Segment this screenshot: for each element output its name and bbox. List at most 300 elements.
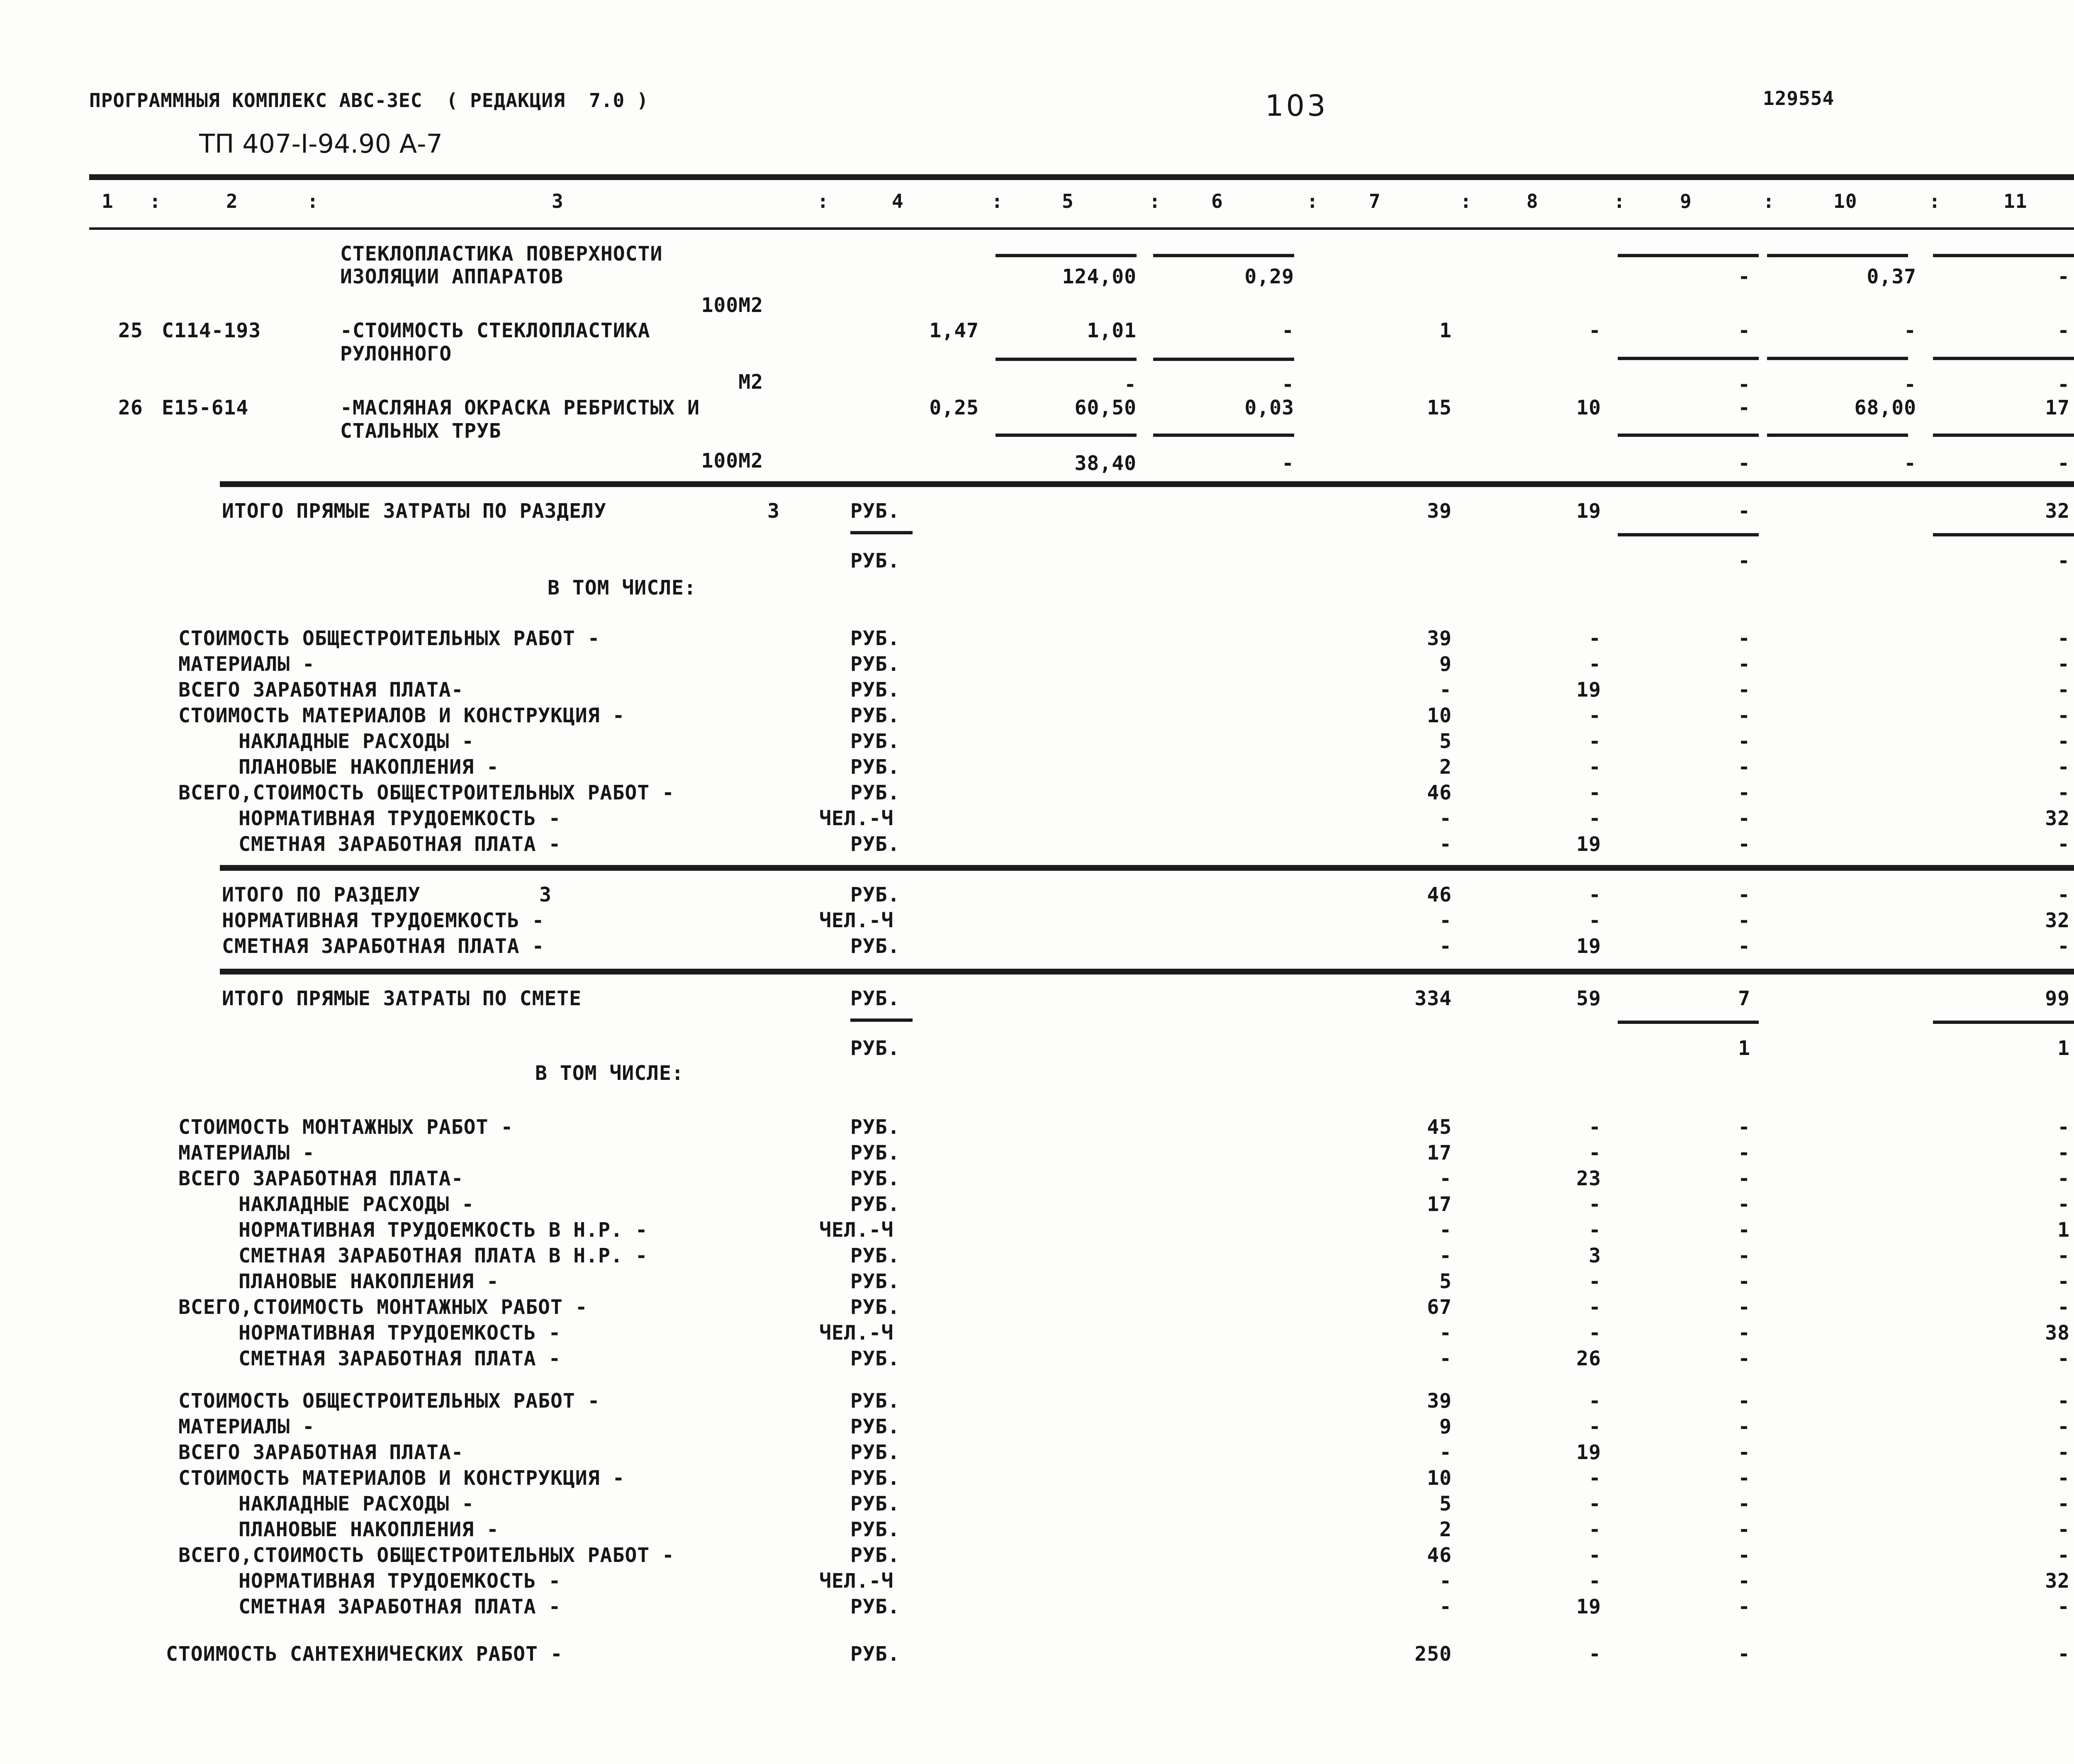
block2-unit: РУБ. [850,1193,900,1216]
block1-c7: 5 [1439,730,1452,753]
block3-c8: - [1589,1492,1601,1515]
block2-unit: РУБ. [850,1270,900,1293]
section-total-c11: 32 [2045,499,2070,523]
block2-unit: РУБ. [850,1116,900,1139]
block1-c7: 46 [1427,781,1452,804]
item-cell-c9: - [1738,396,1750,419]
block1-c7: 9 [1439,653,1452,676]
column-header-6: 6 [1211,190,1223,212]
block3-c11: - [2057,1595,2070,1618]
block3-unit: РУБ. [850,1518,900,1541]
block2-unit: РУБ. [850,1167,900,1190]
block1-c7: 2 [1439,755,1452,779]
item-cell-c11: - [2057,319,2070,342]
price-underline [1618,254,1759,257]
block2-c7: - [1439,1218,1452,1242]
block2-c11: 1 [2057,1218,2070,1242]
block1-unit: РУБ. [850,755,900,779]
block3-c9: - [1738,1441,1750,1464]
block2-c9: - [1738,1218,1750,1242]
price-underline [996,358,1137,361]
item-cell-c11: - [2057,452,2070,475]
total-underline [1618,533,1759,536]
column-separator: : [307,190,319,212]
item-cell-c11: 17 [2045,396,2070,419]
item-cell-c6: - [1282,452,1294,475]
item-cell-c10: - [1904,452,1916,475]
block3-c9: - [1738,1492,1750,1515]
price-underline [1767,357,1908,360]
block3-unit: ЧЕЛ.-Ч [819,1569,894,1593]
item-cell-c10: - [1904,319,1916,342]
block2-c9: - [1738,1193,1750,1216]
section-summary-number: 3 [539,883,552,906]
block3-unit: РУБ. [850,1492,900,1515]
price-underline [996,434,1137,437]
section-total-number: 3 [767,499,780,523]
block1-c9: - [1738,781,1750,804]
section-total-c9-2: - [1738,549,1750,573]
item-cell-c6: 0,03 [1244,396,1294,419]
block1-c7: 39 [1427,627,1452,650]
block2-c8: - [1589,1141,1601,1165]
price-underline [1153,434,1294,437]
total-underline [1933,1021,2074,1024]
price-underline [1767,434,1908,437]
block1-c9: - [1738,730,1750,753]
item-cell-c9: - [1738,452,1750,475]
block3-c8: - [1589,1415,1601,1438]
document-code: 129554 [1763,87,1835,110]
block2-c8: - [1589,1116,1601,1139]
section-total-c7: 39 [1427,499,1452,523]
block3-c9: - [1738,1389,1750,1413]
block2-c8: 23 [1576,1167,1601,1190]
block3-c8: - [1589,1544,1601,1567]
column-separator: : [817,190,829,212]
price-underline [1767,254,1908,257]
block3-label: СТОИМОСТЬ ОБЩЕСТРОИТЕЛЬНЫХ РАБОТ - [178,1389,600,1413]
estimate-rule [220,969,2074,975]
block2-label: МАТЕРИАЛЫ - [178,1141,315,1165]
item-number: 26 [118,396,143,419]
block1-label: НАКЛАДНЫЕ РАСХОДЫ - [239,730,475,753]
block3-c7: - [1439,1569,1452,1593]
block2-c9: - [1738,1167,1750,1190]
block3-c7: 9 [1439,1415,1452,1438]
column-header-1: 1 [102,190,114,212]
item-cell-c5: - [1124,373,1137,396]
price-underline [1153,358,1294,361]
item-description: СТЕКЛОПЛАСТИКА ПОВЕРХНОСТИ [340,242,663,266]
column-separator: : [1763,190,1775,212]
item-cell-c9: - [1738,373,1750,396]
price-underline [1153,254,1294,257]
price-underline [996,254,1137,257]
block1-unit: РУБ. [850,678,900,702]
block1-c9: - [1738,678,1750,702]
block1-c8: - [1589,781,1601,804]
column-separator: : [1149,190,1161,212]
final-line-c11: - [2057,1642,2070,1666]
block2-c8: - [1589,1193,1601,1216]
block2-c7: 67 [1427,1296,1452,1319]
item-description: СТАЛЬНЫХ ТРУБ [340,419,501,443]
block3-c11: - [2057,1415,2070,1438]
item-cell-c4: 1,47 [929,319,979,342]
block2-c11: 38 [2045,1321,2070,1345]
block1-unit: РУБ. [850,653,900,676]
block1-c11: - [2057,781,2070,804]
block3-label: ПЛАНОВЫЕ НАКОПЛЕНИЯ - [239,1518,499,1541]
block3-c11: - [2057,1441,2070,1464]
header-bottom-rule [89,227,2074,230]
block3-c8: 19 [1576,1441,1601,1464]
block2-label: НОРМАТИВНАЯ ТРУДОЕМКОСТЬ - [239,1321,561,1345]
block1-c8: 19 [1576,678,1601,702]
final-line-label: СТОИМОСТЬ САНТЕХНИЧЕСКИХ РАБОТ - [166,1642,563,1666]
block2-c9: - [1738,1321,1750,1345]
block1-label: СТОИМОСТЬ МАТЕРИАЛОВ И КОНСТРУКЦИЯ - [178,704,625,727]
item-cell-c6: - [1282,373,1294,396]
section-summary-c9: - [1738,883,1750,906]
item-code: Е15-614 [162,396,249,419]
price-underline [1933,357,2074,360]
block1-label: МАТЕРИАЛЫ - [178,653,315,676]
section-summary-c7: 46 [1427,883,1452,906]
section-total-c8: 19 [1576,499,1601,523]
block2-label: НАКЛАДНЫЕ РАСХОДЫ - [239,1193,475,1216]
block2-c11: - [2057,1141,2070,1165]
block3-c7: 5 [1439,1492,1452,1515]
section-summary-c7: - [1439,935,1452,958]
block3-c9: - [1738,1518,1750,1541]
block1-label: СМЕТНАЯ ЗАРАБОТНАЯ ПЛАТА - [239,833,561,856]
block2-c9: - [1738,1116,1750,1139]
block3-c11: - [2057,1492,2070,1515]
block3-unit: РУБ. [850,1389,900,1413]
block2-c11: - [2057,1116,2070,1139]
block1-unit: РУБ. [850,730,900,753]
block3-unit: РУБ. [850,1467,900,1490]
block1-c9: - [1738,755,1750,779]
block3-c8: 19 [1576,1595,1601,1618]
block2-label: ВСЕГО,СТОИМОСТЬ МОНТАЖНЫХ РАБОТ - [178,1296,588,1319]
page-number: 103 [1265,89,1328,123]
column-header-2: 2 [226,190,238,212]
block2-c8: - [1589,1296,1601,1319]
block1-c9: - [1738,807,1750,830]
item-cell-c11: - [2057,265,2070,288]
block3-label: СТОИМОСТЬ МАТЕРИАЛОВ И КОНСТРУКЦИЯ - [178,1467,625,1490]
column-header-8: 8 [1526,190,1538,212]
block2-c8: - [1589,1270,1601,1293]
block1-c9: - [1738,833,1750,856]
block1-unit: РУБ. [850,627,900,650]
final-line-c9: - [1738,1642,1750,1666]
block1-unit: РУБ. [850,781,900,804]
price-underline [1933,254,2074,257]
block3-c7: 39 [1427,1389,1452,1413]
estimate-total-c9: 7 [1738,987,1750,1010]
block1-c8: - [1589,730,1601,753]
section-rule [220,481,2074,487]
block2-label: ВСЕГО ЗАРАБОТНАЯ ПЛАТА- [178,1167,464,1190]
block3-c11: - [2057,1544,2070,1567]
block3-c7: 46 [1427,1544,1452,1567]
block1-c7: - [1439,678,1452,702]
block2-label: ПЛАНОВЫЕ НАКОПЛЕНИЯ - [239,1270,499,1293]
block1-c11: 32 [2045,807,2070,830]
column-header-4: 4 [892,190,904,212]
block2-c8: - [1589,1321,1601,1345]
block1-c8: 19 [1576,833,1601,856]
column-separator: : [1460,190,1472,212]
block2-c7: - [1439,1167,1452,1190]
block2-c9: - [1738,1244,1750,1267]
section-summary-c9: - [1738,935,1750,958]
block1-label: ПЛАНОВЫЕ НАКОПЛЕНИЯ - [239,755,499,779]
item-code: С114-193 [162,319,261,342]
block2-label: НОРМАТИВНАЯ ТРУДОЕМКОСТЬ В Н.Р. - [239,1218,648,1242]
block3-label: ВСЕГО,СТОИМОСТЬ ОБЩЕСТРОИТЕЛЬНЫХ РАБОТ - [178,1544,674,1567]
estimate-total-unit-2: РУБ. [850,1037,900,1060]
block1-unit: РУБ. [850,833,900,856]
block2-unit: ЧЕЛ.-Ч [819,1218,894,1242]
block2-c11: - [2057,1244,2070,1267]
block3-label: ВСЕГО ЗАРАБОТНАЯ ПЛАТА- [178,1441,464,1464]
column-header-9: 9 [1680,190,1692,212]
estimate-total-c11: 99 [2045,987,2070,1010]
column-separator: : [991,190,1003,212]
section-total-c9: - [1738,499,1750,523]
block3-label: СМЕТНАЯ ЗАРАБОТНАЯ ПЛАТА - [239,1595,561,1618]
item-cell-c5: 38,40 [1074,452,1137,475]
block2-c8: 3 [1589,1244,1601,1267]
column-header-10: 10 [1833,190,1857,212]
item-cell-c10: 0,37 [1867,265,1916,288]
block3-c8: - [1589,1569,1601,1593]
block1-c11: - [2057,833,2070,856]
section-summary-label: ИТОГО ПО РАЗДЕЛУ [222,883,421,906]
block1-label: СТОИМОСТЬ ОБЩЕСТРОИТЕЛЬНЫХ РАБОТ - [178,627,600,650]
block2-label: СМЕТНАЯ ЗАРАБОТНАЯ ПЛАТА В Н.Р. - [239,1244,648,1267]
block2-c8: - [1589,1218,1601,1242]
block3-c7: 10 [1427,1467,1452,1490]
block2-c7: - [1439,1347,1452,1370]
block3-unit: РУБ. [850,1544,900,1567]
block3-c7: - [1439,1595,1452,1618]
block2-c7: 5 [1439,1270,1452,1293]
block1-c11: - [2057,704,2070,727]
estimate-total-c7: 334 [1414,987,1452,1010]
total-underline [1933,533,2074,536]
block2-c11: - [2057,1270,2070,1293]
unit-underline [850,531,913,534]
column-separator: : [149,190,161,212]
block1-c9: - [1738,653,1750,676]
block2-unit: РУБ. [850,1296,900,1319]
block1-c7: - [1439,833,1452,856]
item-cell-c8: - [1589,319,1601,342]
including-heading: В ТОМ ЧИСЛЕ: [548,576,696,599]
final-line-unit: РУБ. [850,1642,900,1666]
block1-c11: - [2057,653,2070,676]
block1-label: ВСЕГО,СТОИМОСТЬ ОБЩЕСТРОИТЕЛЬНЫХ РАБОТ - [178,781,674,804]
block2-unit: РУБ. [850,1141,900,1165]
block1-c11: - [2057,678,2070,702]
block3-c9: - [1738,1544,1750,1567]
block3-c11: 32 [2045,1569,2070,1593]
section-summary-c8: - [1589,909,1601,932]
block3-label: МАТЕРИАЛЫ - [178,1415,315,1438]
block2-unit: РУБ. [850,1347,900,1370]
block1-c7: 10 [1427,704,1452,727]
block1-c9: - [1738,704,1750,727]
block2-c11: - [2057,1167,2070,1190]
section-summary-c8: - [1589,883,1601,906]
block3-unit: РУБ. [850,1415,900,1438]
section-summary-c9: - [1738,909,1750,932]
block2-c11: - [2057,1347,2070,1370]
block3-c9: - [1738,1415,1750,1438]
block1-unit: РУБ. [850,704,900,727]
section-rule [220,865,2074,871]
project-code: ТП 407-I-94.90 А-7 [199,129,443,159]
estimate-total-c9-2: 1 [1738,1037,1750,1060]
program-title: ПРОГРАММНЫЯ КОМПЛЕКС АВС-3ЕС ( РЕДАКЦИЯ 7.0 ) [89,89,649,112]
block1-label: ВСЕГО ЗАРАБОТНАЯ ПЛАТА- [178,678,464,702]
block3-label: НАКЛАДНЫЕ РАСХОДЫ - [239,1492,475,1515]
section-summary-unit: ЧЕЛ.-Ч [819,909,894,932]
block1-c8: - [1589,755,1601,779]
estimate-total-c11-2: 1 [2057,1037,2070,1060]
item-cell-c8: 10 [1576,396,1601,419]
block1-c7: - [1439,807,1452,830]
item-description: РУЛОННОГО [340,342,452,365]
final-line-c7: 250 [1414,1642,1452,1666]
block1-label: НОРМАТИВНАЯ ТРУДОЕМКОСТЬ - [239,807,561,830]
block2-label: СТОИМОСТЬ МОНТАЖНЫХ РАБОТ - [178,1116,514,1139]
including-heading: В ТОМ ЧИСЛЕ: [535,1062,684,1085]
block3-c8: - [1589,1518,1601,1541]
column-separator: : [1929,190,1941,212]
block3-unit: РУБ. [850,1595,900,1618]
total-underline [1618,1021,1759,1024]
block1-c8: - [1589,704,1601,727]
item-description: -СТОИМОСТЬ СТЕКЛОПЛАСТИКА [340,319,650,342]
section-summary-c8: 19 [1576,935,1601,958]
block2-c7: 17 [1427,1141,1452,1165]
section-summary-unit: РУБ. [850,883,900,906]
block2-c9: - [1738,1270,1750,1293]
item-cell-c10: 68,00 [1854,396,1916,419]
block3-label: НОРМАТИВНАЯ ТРУДОЕМКОСТЬ - [239,1569,561,1593]
estimate-total-label: ИТОГО ПРЯМЫЕ ЗАТРАТЫ ПО СМЕТЕ [222,987,582,1010]
section-summary-c11: - [2057,935,2070,958]
item-cell-c5: 1,01 [1087,319,1137,342]
header-top-rule [89,174,2074,180]
block2-c7: 45 [1427,1116,1452,1139]
block2-c7: - [1439,1244,1452,1267]
block3-unit: РУБ. [850,1441,900,1464]
block1-c8: - [1589,807,1601,830]
block3-c8: - [1589,1467,1601,1490]
block3-c8: - [1589,1389,1601,1413]
item-description: ИЗОЛЯЦИИ АППАРАТОВ [340,265,564,288]
block3-c11: - [2057,1467,2070,1490]
item-cell-c5: 60,50 [1074,396,1137,419]
item-cell-c5: 124,00 [1062,265,1137,288]
section-summary-label: НОРМАТИВНАЯ ТРУДОЕМКОСТЬ - [222,909,545,932]
column-separator: : [1307,190,1319,212]
column-separator: : [1614,190,1626,212]
block3-c7: - [1439,1441,1452,1464]
block2-c9: - [1738,1296,1750,1319]
estimate-total-c8: 59 [1576,987,1601,1010]
section-total-unit-2: РУБ. [850,549,900,573]
item-number: 25 [118,319,143,342]
block2-unit: РУБ. [850,1244,900,1267]
item-description: -МАСЛЯНАЯ ОКРАСКА РЕБРИСТЫХ И [340,396,700,419]
item-cell-c9: - [1738,265,1750,288]
block1-c8: - [1589,653,1601,676]
block3-c9: - [1738,1569,1750,1593]
column-header-5: 5 [1062,190,1074,212]
section-total-label: ИТОГО ПРЯМЫЕ ЗАТРАТЫ ПО РАЗДЕЛУ [222,499,606,523]
block2-c11: - [2057,1296,2070,1319]
section-summary-label: СМЕТНАЯ ЗАРАБОТНАЯ ПЛАТА - [222,935,545,958]
block2-c7: - [1439,1321,1452,1345]
block2-c7: 17 [1427,1193,1452,1216]
block2-c9: - [1738,1347,1750,1370]
block1-c11: - [2057,755,2070,779]
item-cell-c11: - [2057,373,2070,396]
final-line-c8: - [1589,1642,1601,1666]
price-underline [1933,434,2074,437]
section-summary-c7: - [1439,909,1452,932]
section-total-unit: РУБ. [850,499,900,523]
item-cell-c6: 0,29 [1244,265,1294,288]
block1-c9: - [1738,627,1750,650]
item-cell-c4: 0,25 [929,396,979,419]
item-cell-c7: 15 [1427,396,1452,419]
price-underline [1618,357,1759,360]
block2-c11: - [2057,1193,2070,1216]
item-unit: 100М2 [701,294,763,317]
block2-label: СМЕТНАЯ ЗАРАБОТНАЯ ПЛАТА - [239,1347,561,1370]
section-total-c11-2: - [2057,549,2070,573]
section-summary-unit: РУБ. [850,935,900,958]
block1-c8: - [1589,627,1601,650]
column-header-11: 11 [2003,190,2028,212]
block3-c9: - [1738,1467,1750,1490]
section-summary-c11: 32 [2045,909,2070,932]
block3-c11: - [2057,1518,2070,1541]
block2-unit: ЧЕЛ.-Ч [819,1321,894,1345]
section-summary-c11: - [2057,883,2070,906]
item-unit: М2 [738,370,763,394]
column-header-7: 7 [1369,190,1381,212]
item-unit: 100М2 [701,449,763,473]
block2-c9: - [1738,1141,1750,1165]
estimate-total-unit: РУБ. [850,987,900,1010]
block3-c9: - [1738,1595,1750,1618]
block1-c11: - [2057,730,2070,753]
block2-c8: 26 [1576,1347,1601,1370]
block1-c11: - [2057,627,2070,650]
item-cell-c6: - [1282,319,1294,342]
